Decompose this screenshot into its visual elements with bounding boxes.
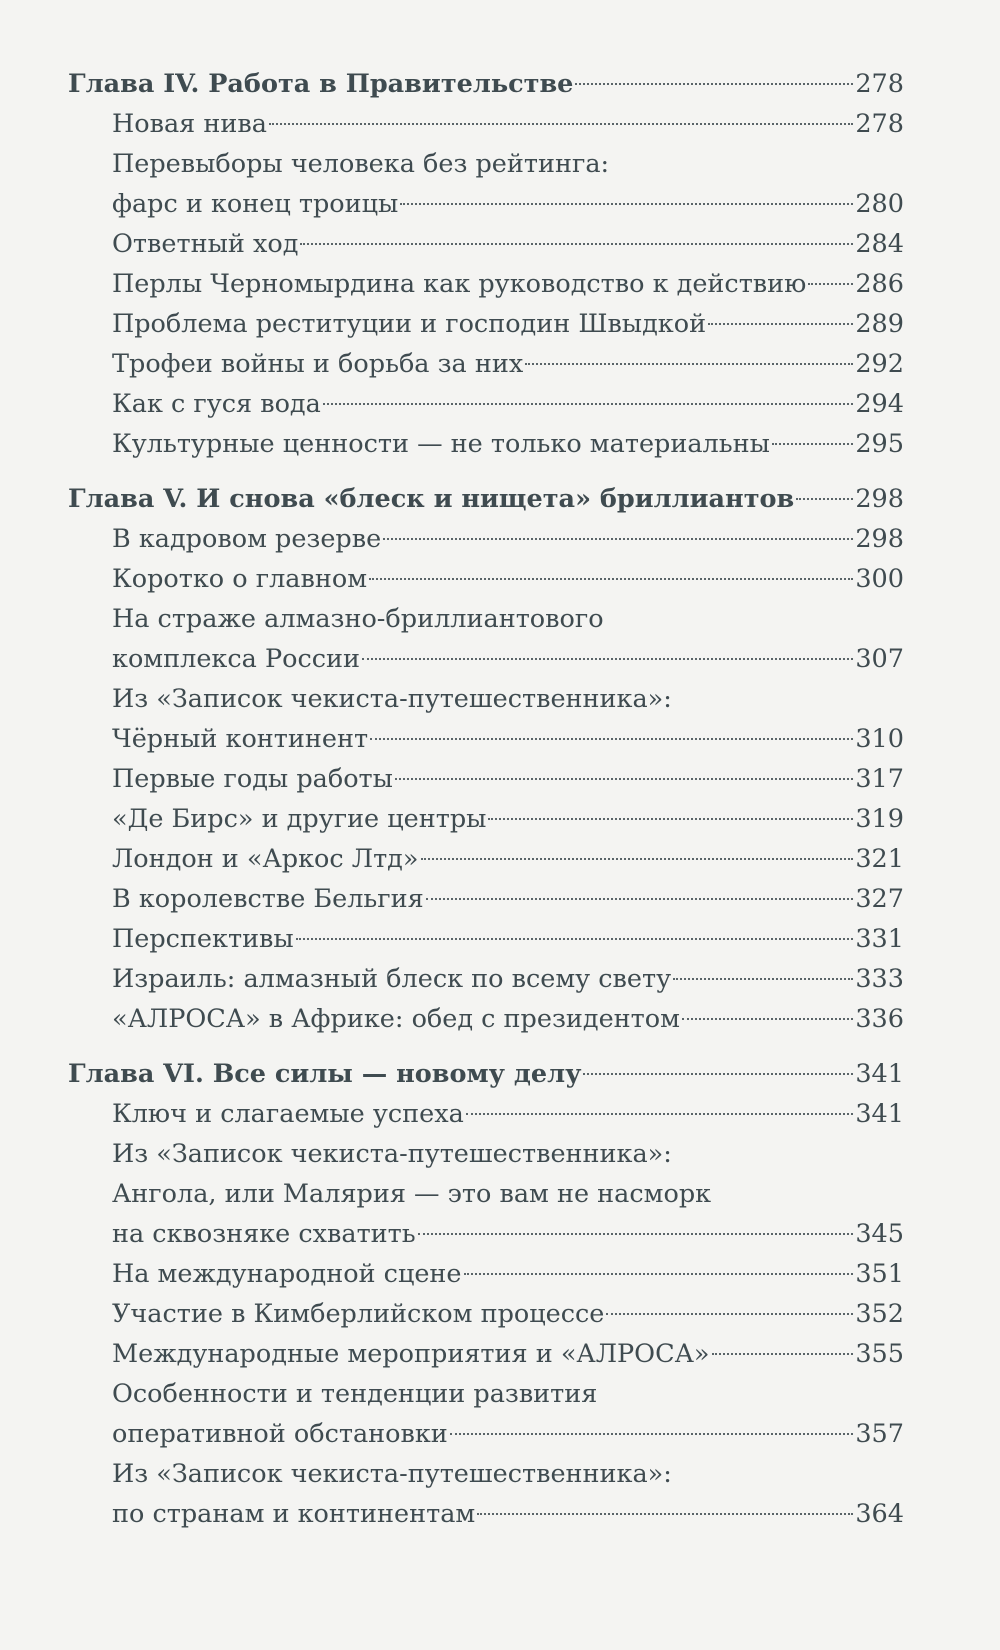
toc-entry-line bbox=[68, 599, 904, 639]
toc-entry bbox=[68, 999, 904, 1039]
toc-entry bbox=[68, 879, 904, 919]
dot-leader bbox=[575, 83, 853, 85]
entry-title: Как с гуся вода bbox=[112, 389, 321, 419]
entry-title: «Де Бирс» и другие центры bbox=[112, 804, 487, 834]
dot-leader bbox=[808, 283, 853, 285]
entry-title: Участие в Кимберлийском процессе bbox=[112, 1299, 605, 1329]
dot-leader bbox=[464, 1273, 854, 1275]
page-number: 278 bbox=[855, 69, 904, 99]
entry-title: Ангола, или Малярия — это вам не насморк bbox=[112, 1179, 712, 1209]
entry-title: Коротко о главном bbox=[112, 564, 368, 594]
entry-title: Международные мероприятия и «АЛРОСА» bbox=[112, 1339, 710, 1369]
chapter-heading bbox=[68, 1054, 904, 1094]
dot-leader bbox=[606, 1313, 853, 1315]
entry-title: Перспективы bbox=[112, 924, 294, 954]
chapter-title: Глава IV. Работа в Правительстве bbox=[68, 69, 574, 99]
page-number: 284 bbox=[855, 229, 904, 259]
dot-leader bbox=[370, 738, 853, 740]
toc-entry-line bbox=[68, 1374, 904, 1414]
toc-entry bbox=[68, 1094, 904, 1134]
entry-title: Из «Записок чекиста-путешественника»: bbox=[112, 684, 672, 714]
toc-entry bbox=[68, 799, 904, 839]
page-number: 298 bbox=[855, 484, 904, 514]
toc-entry-line bbox=[68, 1174, 904, 1214]
dot-leader bbox=[426, 898, 854, 900]
dot-leader bbox=[488, 818, 853, 820]
page-number: 336 bbox=[855, 1004, 904, 1034]
entry-title: Новая нива bbox=[112, 109, 267, 139]
toc-entry bbox=[68, 919, 904, 959]
entry-title: комплекса России bbox=[112, 644, 361, 674]
entry-title: Ключ и слагаемые успеха bbox=[112, 1099, 464, 1129]
page-number: 280 bbox=[855, 189, 904, 219]
page-number: 319 bbox=[855, 804, 904, 834]
toc-entry bbox=[68, 519, 904, 559]
page-number: 310 bbox=[855, 724, 904, 754]
dot-leader bbox=[269, 123, 853, 125]
chapter-6 bbox=[68, 1054, 904, 1534]
entry-title: На международной сцене bbox=[112, 1259, 462, 1289]
page-number: 352 bbox=[855, 1299, 904, 1329]
dot-leader bbox=[383, 538, 853, 540]
chapter-5 bbox=[68, 479, 904, 1039]
dot-leader bbox=[466, 1113, 854, 1115]
toc-entry bbox=[68, 424, 904, 464]
toc-entry bbox=[68, 104, 904, 144]
chapter-title: Глава V. И снова «блеск и нищета» бриллиантов bbox=[68, 484, 795, 514]
dot-leader bbox=[682, 1018, 853, 1020]
entry-title: фарс и конец троицы bbox=[112, 189, 399, 219]
toc-entry bbox=[68, 264, 904, 304]
page-number: 321 bbox=[855, 844, 904, 874]
chapter-heading bbox=[68, 64, 904, 104]
dot-leader bbox=[369, 578, 853, 580]
entry-title: по странам и континентам bbox=[112, 1499, 476, 1529]
entry-title: Трофеи войны и борьба за них bbox=[112, 349, 524, 379]
entry-title: Перевыборы человека без рейтинга: bbox=[112, 149, 610, 179]
page-number: 341 bbox=[855, 1059, 904, 1089]
dot-leader bbox=[450, 1433, 854, 1435]
page-number: 341 bbox=[855, 1099, 904, 1129]
toc-entry-line bbox=[68, 144, 904, 184]
toc-entry bbox=[68, 559, 904, 599]
toc-entry bbox=[68, 1414, 904, 1454]
page-number: 289 bbox=[855, 309, 904, 339]
toc-entry bbox=[68, 344, 904, 384]
dot-leader bbox=[583, 1073, 853, 1075]
dot-leader bbox=[362, 658, 853, 660]
dot-leader bbox=[477, 1513, 853, 1515]
page-number: 294 bbox=[855, 389, 904, 419]
entry-title: Из «Записок чекиста-путешественника»: bbox=[112, 1459, 672, 1489]
entry-title: Чёрный континент bbox=[112, 724, 369, 754]
dot-leader bbox=[418, 1233, 854, 1235]
page-number: 357 bbox=[855, 1419, 904, 1449]
dot-leader bbox=[296, 938, 854, 940]
chapter-heading bbox=[68, 479, 904, 519]
entry-title: Культурные ценности — не только материальны bbox=[112, 429, 770, 459]
toc-entry-line bbox=[68, 1454, 904, 1494]
entry-title: Особенности и тенденции развития bbox=[112, 1379, 598, 1409]
toc-entry bbox=[68, 639, 904, 679]
entry-title: «АЛРОСА» в Африке: обед с президентом bbox=[112, 1004, 680, 1034]
page-number: 327 bbox=[855, 884, 904, 914]
entry-title: Ответный ход bbox=[112, 229, 299, 259]
toc-entry bbox=[68, 959, 904, 999]
page-number: 298 bbox=[855, 524, 904, 554]
dot-leader bbox=[796, 498, 853, 500]
toc-entry-line bbox=[68, 679, 904, 719]
dot-leader bbox=[421, 858, 854, 860]
page-number: 295 bbox=[855, 429, 904, 459]
dot-leader bbox=[300, 243, 853, 245]
page-number: 364 bbox=[855, 1499, 904, 1529]
page-number: 331 bbox=[855, 924, 904, 954]
page-number: 307 bbox=[855, 644, 904, 674]
dot-leader bbox=[772, 443, 853, 445]
dot-leader bbox=[323, 403, 854, 405]
entry-title: Проблема реституции и господин Швыдкой bbox=[112, 309, 707, 339]
toc-entry bbox=[68, 1214, 904, 1254]
dot-leader bbox=[712, 1353, 854, 1355]
table-of-contents bbox=[68, 64, 904, 1549]
entry-title: В кадровом резерве bbox=[112, 524, 382, 554]
chapter-4 bbox=[68, 64, 904, 464]
toc-entry-line bbox=[68, 1134, 904, 1174]
entry-title: Лондон и «Аркос Лтд» bbox=[112, 844, 419, 874]
page-number: 300 bbox=[855, 564, 904, 594]
toc-entry bbox=[68, 384, 904, 424]
chapter-title: Глава VI. Все силы — новому делу bbox=[68, 1059, 582, 1089]
page-number: 333 bbox=[855, 964, 904, 994]
page-number: 317 bbox=[855, 764, 904, 794]
entry-title: оперативной обстановки bbox=[112, 1419, 448, 1449]
entry-title: на сквозняке схватить bbox=[112, 1219, 416, 1249]
toc-entry bbox=[68, 1294, 904, 1334]
dot-leader bbox=[400, 203, 853, 205]
toc-entry bbox=[68, 1334, 904, 1374]
toc-entry bbox=[68, 1254, 904, 1294]
entry-title: Израиль: алмазный блеск по всему свету bbox=[112, 964, 672, 994]
page-number: 345 bbox=[855, 1219, 904, 1249]
page-number: 292 bbox=[855, 349, 904, 379]
dot-leader bbox=[395, 778, 853, 780]
toc-entry bbox=[68, 224, 904, 264]
entry-title: Из «Записок чекиста-путешественника»: bbox=[112, 1139, 672, 1169]
toc-entry bbox=[68, 719, 904, 759]
toc-entry bbox=[68, 304, 904, 344]
page-number: 351 bbox=[855, 1259, 904, 1289]
toc-entry bbox=[68, 184, 904, 224]
entry-title: На страже алмазно-бриллиантового bbox=[112, 604, 604, 634]
dot-leader bbox=[673, 978, 853, 980]
entry-title: В королевстве Бельгия bbox=[112, 884, 424, 914]
toc-entry bbox=[68, 1494, 904, 1534]
toc-entry bbox=[68, 839, 904, 879]
dot-leader bbox=[525, 363, 853, 365]
toc-entry bbox=[68, 759, 904, 799]
entry-title: Перлы Черномырдина как руководство к действию bbox=[112, 269, 807, 299]
page-number: 355 bbox=[855, 1339, 904, 1369]
page-number: 286 bbox=[855, 269, 904, 299]
entry-title: Первые годы работы bbox=[112, 764, 393, 794]
page-number: 278 bbox=[855, 109, 904, 139]
dot-leader bbox=[708, 323, 853, 325]
